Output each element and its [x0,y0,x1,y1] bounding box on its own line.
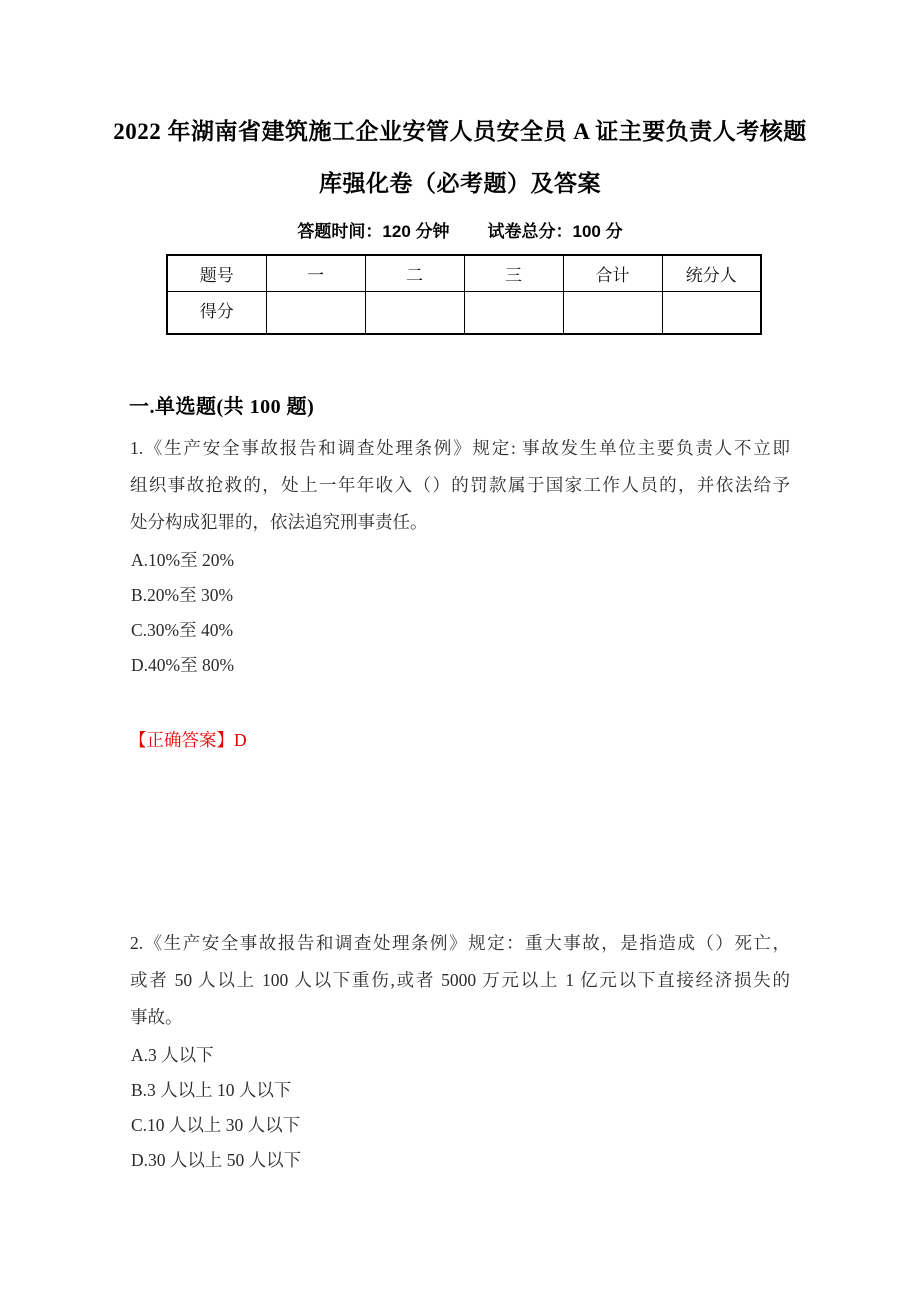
question-1-text [130,430,790,541]
document-title-line1: 2022 年湖南省建筑施工企业安管人员安全员 A 证主要负责人考核题 [113,119,807,144]
question-1-line3: 处分构成犯罪的，依法追究刑事责任。 [130,512,428,532]
question-2-option-a: A.3 人以下 [131,1045,214,1065]
question-2-option-b: B.3 人以上 10 人以下 [131,1080,292,1100]
question-1-option-c: C.30%至 40% [131,620,234,640]
score-table-header-scorer: 统分人 [662,255,761,291]
question-1-line1: 1.《生产安全事故报告和调查处理条例》规定: 事故发生单位主要负责人不立即 [130,438,790,458]
question-2-option-c: C.10 人以上 30 人以下 [131,1115,301,1135]
question-1-option-b: B.20%至 30% [131,585,234,605]
question-2-options [131,1038,301,1178]
exam-info-line [0,219,920,245]
score-table-header-part2: 二 [365,255,464,291]
question-1-line2: 组织事故抢救的，处上一年年收入（）的罚款属于国家工作人员的，并依法给予 [130,475,790,495]
question-2-line2: 或者 50 人以上 100 人以下重伤,或者 5000 万元以上 1 亿元以下直接经济损失的 [130,970,790,990]
score-table-score-row [167,291,761,334]
question-2-text [130,925,790,1036]
question-2-line1: 2.《生产安全事故报告和调查处理条例》规定：重大事故，是指造成（）死亡， [130,933,790,953]
question-1-option-d: D.40%至 80% [131,655,235,675]
question-2-option-d: D.30 人以上 50 人以下 [131,1150,302,1170]
score-row-label: 得分 [167,291,266,334]
score-table-header-part3: 三 [464,255,563,291]
score-cell-2 [365,291,464,334]
question-1-option-a: A.10%至 20% [131,550,235,570]
question-1-correct-answer: 【正确答案】D [129,730,247,750]
score-cell-1 [266,291,365,334]
document-title [60,106,860,210]
score-cell-3 [464,291,563,334]
score-table-header-question-no: 题号 [167,255,266,291]
score-cell-4 [563,291,662,334]
exam-time-label: 答题时间：120 分钟 [297,222,450,241]
section-heading-single-choice: 一.单选题(共 100 题) [129,396,315,418]
score-table-header-part1: 一 [266,255,365,291]
total-score-label: 试卷总分：100 分 [487,222,623,241]
document-title-line2: 库强化卷（必考题）及答案 [319,171,601,196]
score-cell-5 [662,291,761,334]
question-1-options [131,543,234,683]
question-2-line3: 事故。 [130,1007,183,1027]
score-table [166,254,762,335]
score-table-header-row [167,255,761,291]
score-table-header-total: 合计 [563,255,662,291]
